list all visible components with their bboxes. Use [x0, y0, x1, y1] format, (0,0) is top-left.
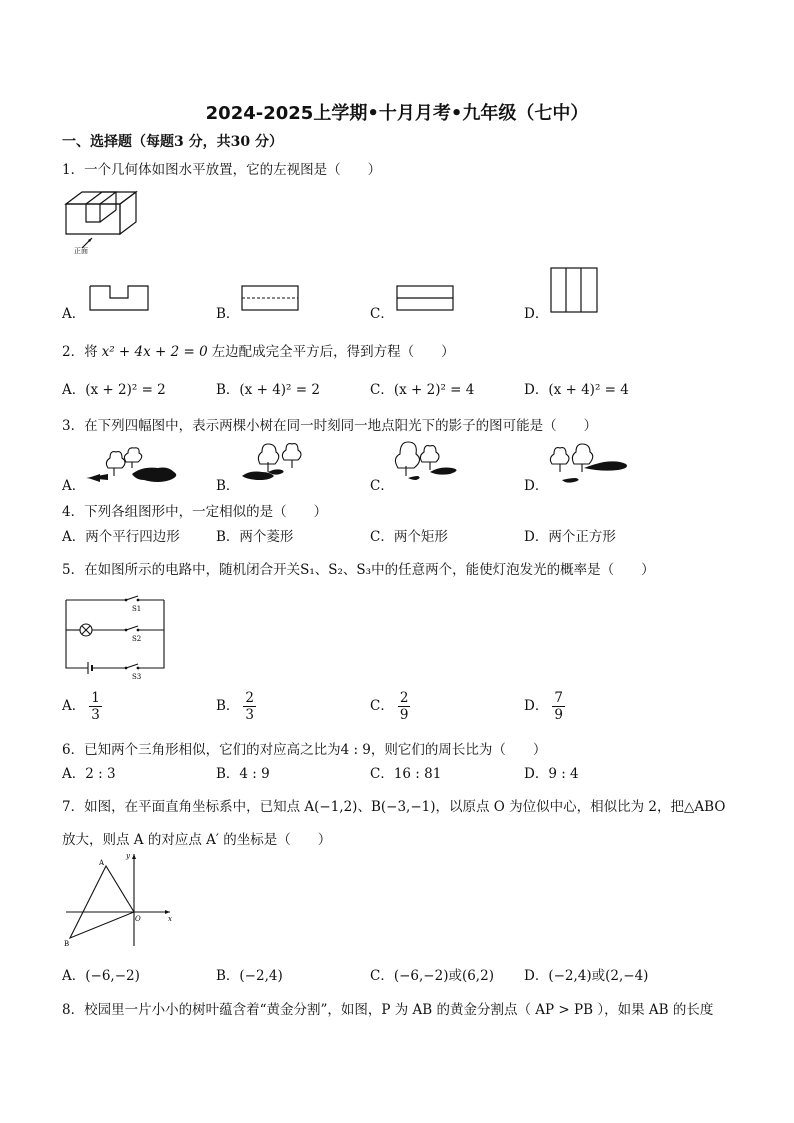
- q2-option-d[interactable]: D．(x + 4)² = 4: [524, 382, 629, 398]
- point-b-label: B: [64, 940, 70, 948]
- q5-option-d[interactable]: D． $\frac{7}{9}$: [524, 690, 563, 723]
- q2-option-c[interactable]: C．(x + 2)² = 4: [370, 382, 475, 398]
- q1-option-b[interactable]: B．: [216, 306, 240, 322]
- q3-option-d-tree-shadow: [546, 444, 630, 488]
- q3-option-b-tree-shadow: [240, 442, 306, 484]
- q5-option-c[interactable]: C． $\frac{2}{9}$: [370, 690, 409, 723]
- q3-option-a-tree-shadow: [86, 448, 182, 484]
- q3-option-c-tree-shadow: [392, 440, 464, 488]
- question-7-text-line1: 7．如图，在平面直角坐标系中，已知点 A(−1,2)、B(−3,−1)，以原点 O 为位似中心，相似比为 2，把△ABO: [62, 799, 726, 815]
- q1-front-label: 正面: [74, 247, 88, 255]
- point-a-label: A: [99, 859, 105, 867]
- question-6-text: 6．已知两个三角形相似，它们的对应高之比为4 : 9，则它们的周长比为（ ）: [62, 742, 547, 758]
- question-1-text: 1．一个几何体如图水平放置，它的左视图是（ ）: [62, 162, 382, 178]
- question-3-text: 3．在下列四幅图中，表示两棵小树在同一时刻同一地点阳光下的影子的图可能是（ ）: [62, 418, 598, 434]
- q1-option-a[interactable]: A．: [62, 306, 86, 322]
- q1-option-c-shape: [397, 286, 457, 312]
- q1-solid-figure: [62, 182, 154, 254]
- q7-option-d[interactable]: D．(−2,4)或(2,−4): [524, 968, 649, 984]
- q1-option-d[interactable]: D．: [524, 306, 549, 322]
- origin-label: O: [135, 915, 141, 923]
- q1-option-a-shape: [90, 284, 152, 312]
- q2-option-b[interactable]: B．(x + 4)² = 2: [216, 382, 320, 398]
- section-heading: 一、选择题（每题3 分，共30 分）: [62, 134, 283, 150]
- q2-option-a[interactable]: A．(x + 2)² = 2: [62, 382, 166, 398]
- q3-option-b[interactable]: B．: [216, 478, 240, 494]
- q6-option-b[interactable]: B．4 : 9: [216, 766, 270, 782]
- q5-option-a[interactable]: A． $\frac{1}{3}$: [62, 690, 100, 723]
- question-8-text: 8．校园里一片小小的树叶蕴含着“黄金分割”，如图，P 为 AB 的黄金分割点（ AP > PB ），如果 AB 的长度: [62, 1002, 714, 1018]
- q5-option-b[interactable]: B． $\frac{2}{3}$: [216, 690, 255, 723]
- q1-option-c[interactable]: C．: [370, 306, 394, 322]
- switch-s3-label: S3: [132, 673, 142, 681]
- q3-option-d[interactable]: D．: [524, 478, 549, 494]
- q5-circuit-diagram: [64, 592, 170, 684]
- switch-s2-label: S2: [132, 635, 142, 643]
- q7-option-a[interactable]: A．(−6,−2): [62, 968, 140, 984]
- question-7-text-line2: 放大，则点 A 的对应点 A′ 的坐标是（ ）: [62, 832, 332, 848]
- question-2-text: 2．将 x² + 4x + 2 = 0 左边配成完全平方后，得到方程（ ）: [62, 344, 455, 360]
- page-title: 2024-2025上学期•十月月考•九年级（七中）: [205, 103, 589, 124]
- q4-option-b[interactable]: B．两个菱形: [216, 529, 294, 545]
- question-4-text: 4．下列各组图形中，一定相似的是（ ）: [62, 504, 328, 520]
- q3-option-a[interactable]: A．: [62, 478, 86, 494]
- q4-option-c[interactable]: C．两个矩形: [370, 529, 448, 545]
- q6-option-c[interactable]: C．16 : 81: [370, 766, 442, 782]
- q7-option-b[interactable]: B．(−2,4): [216, 968, 283, 984]
- x-axis-label: x: [168, 915, 172, 923]
- q7-option-c[interactable]: C．(−6,−2)或(6,2): [370, 968, 494, 984]
- q6-option-d[interactable]: D．9 : 4: [524, 766, 579, 782]
- q3-option-c[interactable]: C．: [370, 478, 394, 494]
- q4-option-d[interactable]: D．两个正方形: [524, 529, 616, 545]
- switch-s1-label: S1: [132, 605, 142, 613]
- q6-option-a[interactable]: A．2 : 3: [62, 766, 116, 782]
- question-5-text: 5．在如图所示的电路中，随机闭合开关S₁、S₂、S₃中的任意两个，能使灯泡发光的概率是（ ）: [62, 562, 655, 578]
- y-axis-label: y: [126, 852, 130, 860]
- q1-option-b-shape: [242, 286, 302, 312]
- q7-coordinate-figure: [62, 850, 182, 950]
- q4-option-a[interactable]: A．两个平行四边形: [62, 529, 180, 545]
- q1-option-d-shape: [551, 268, 601, 314]
